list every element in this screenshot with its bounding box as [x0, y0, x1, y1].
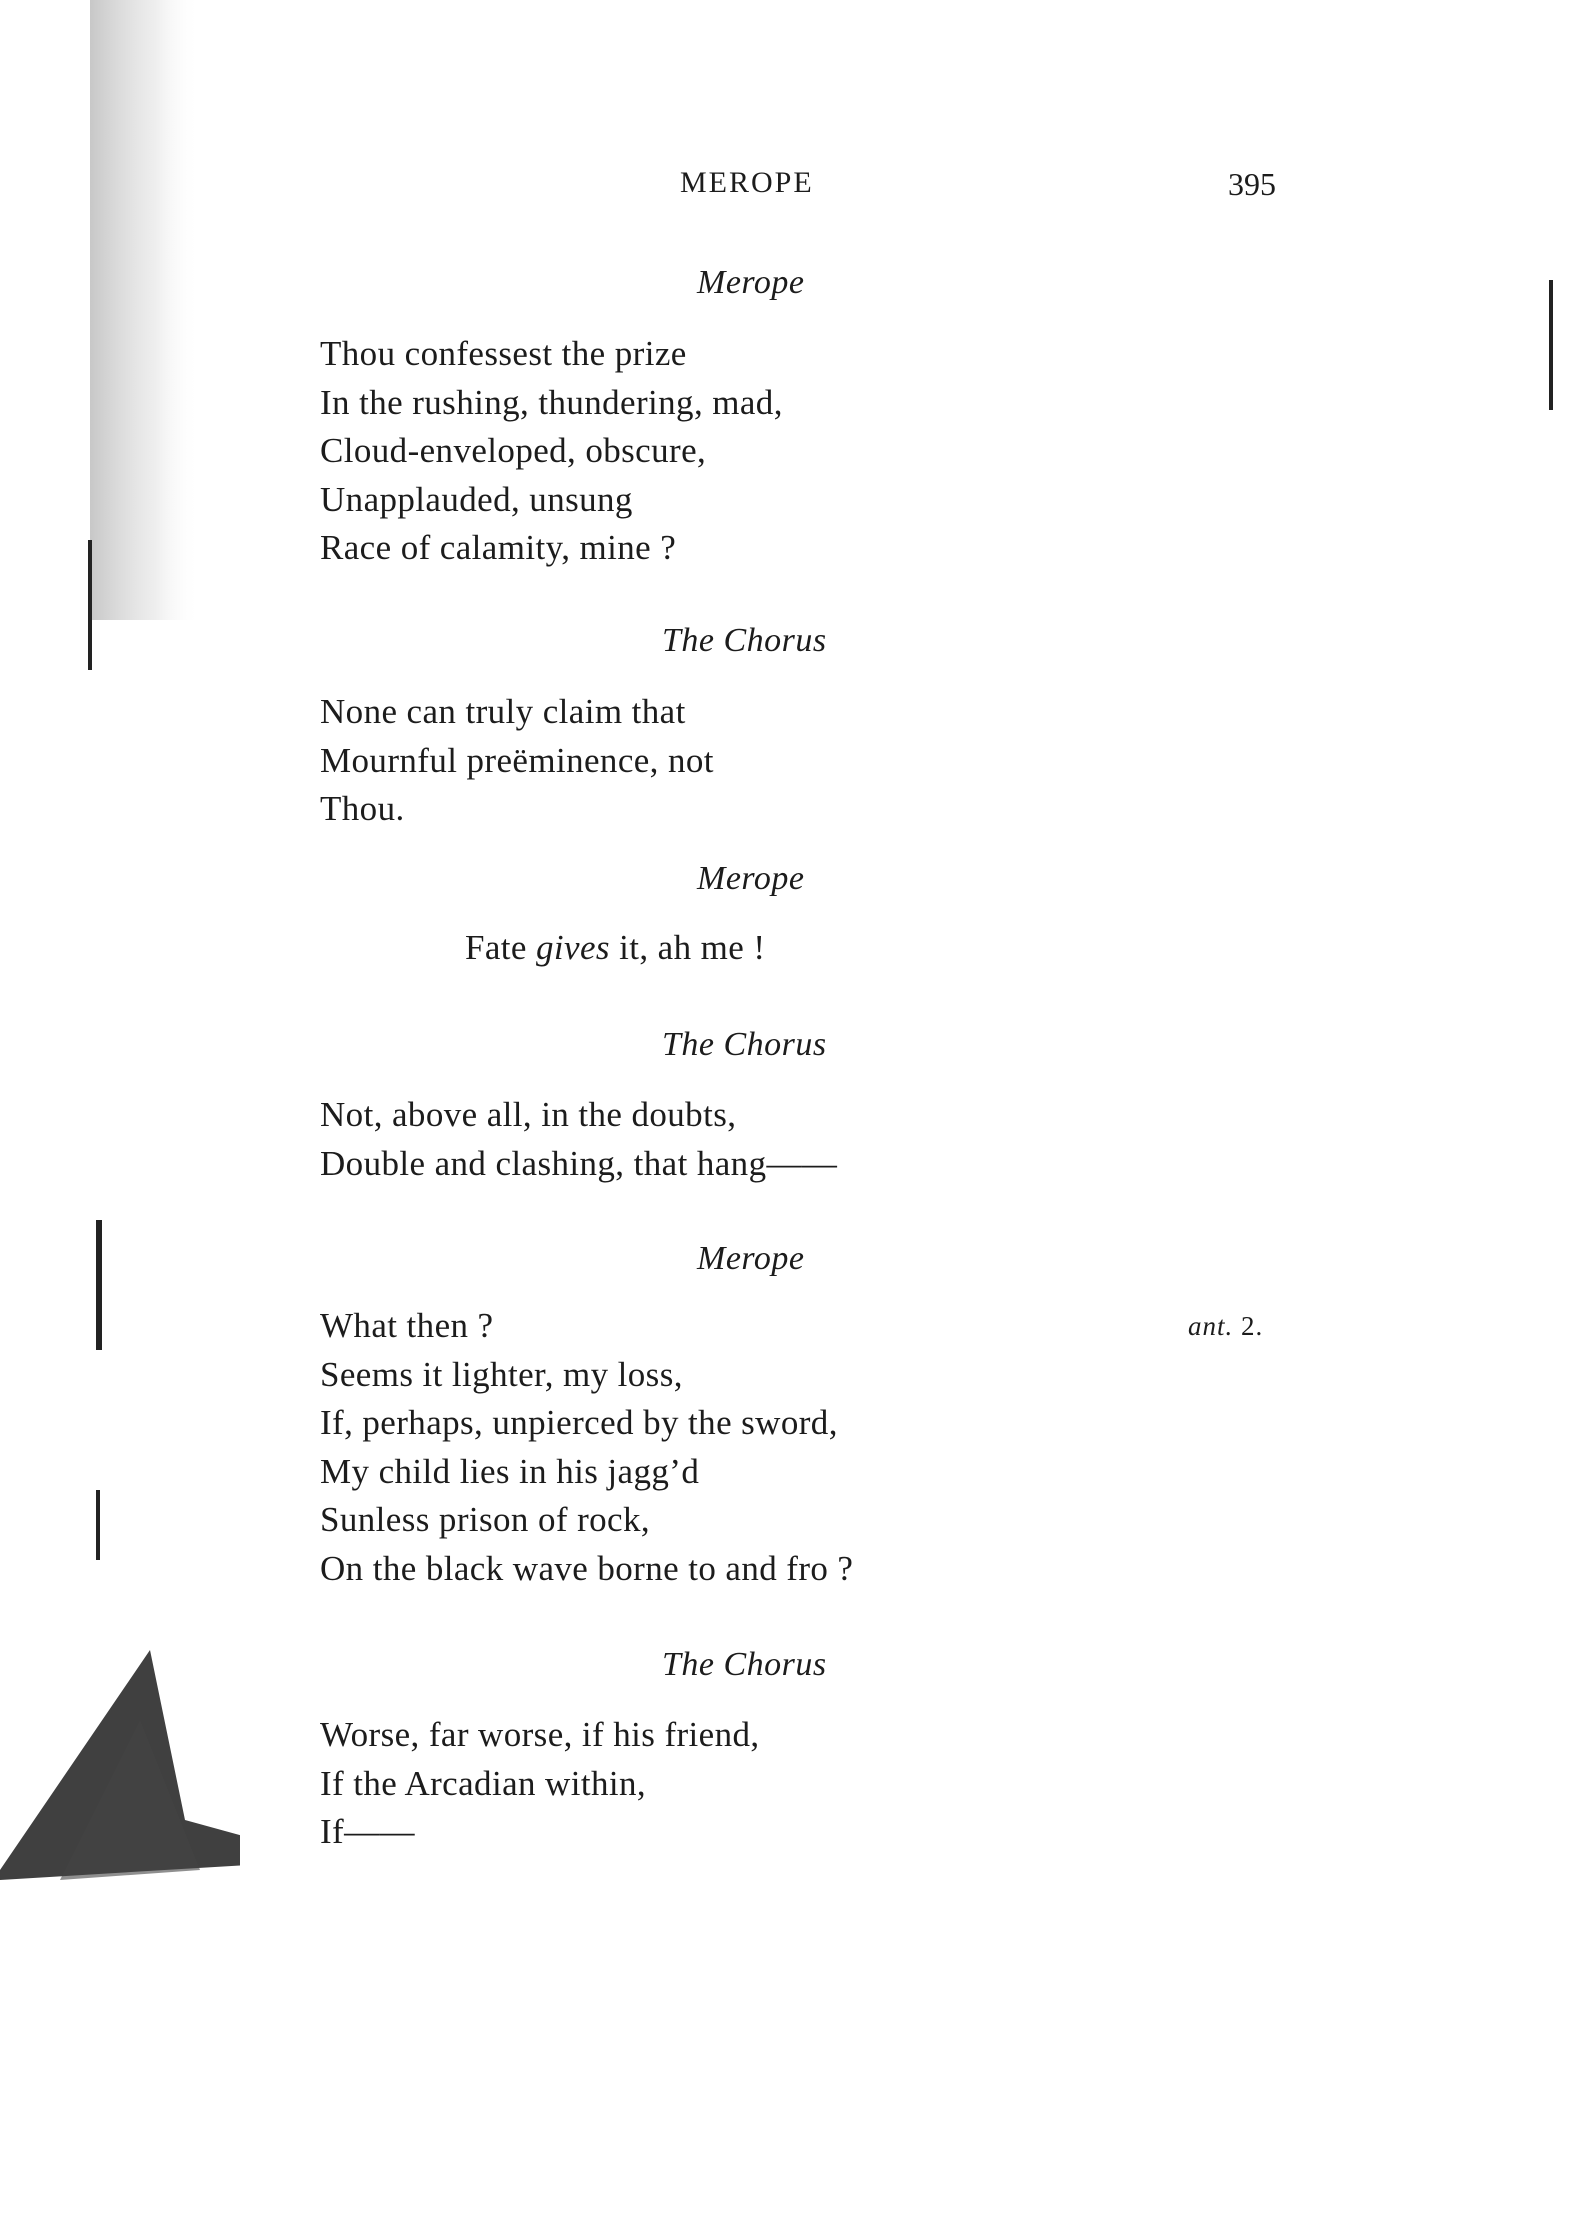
verse-line: Mournful preëminence, not [320, 740, 714, 780]
verse-line: Not, above all, in the doubts, [320, 1095, 737, 1134]
speaker-label: The Chorus [662, 1646, 827, 1683]
verse-line: On the black wave borne to and fro ? [320, 1548, 854, 1588]
emphasized-word: gives [536, 928, 610, 967]
verse-line: None can truly claim that [320, 692, 686, 731]
scan-edge-mark [96, 1490, 100, 1560]
verse-block [320, 1711, 760, 1857]
verse-line: If the Arcadian within, [320, 1763, 647, 1803]
verse-block [465, 924, 765, 973]
margin-note-label: ant. [1188, 1311, 1234, 1341]
margin-note [1188, 1311, 1263, 1342]
verse-line: If, perhaps, unpierced by the sword, [320, 1403, 838, 1442]
scan-edge-mark [96, 1220, 102, 1350]
verse-line: My child lies in his jagg’d [320, 1451, 700, 1491]
verse-block [320, 330, 783, 573]
verse-line: Sunless prison of rock, [320, 1500, 651, 1539]
speaker-label: The Chorus [662, 622, 827, 659]
scan-edge-mark [1549, 280, 1553, 410]
margin-note-number: 2. [1241, 1311, 1264, 1341]
running-title: MEROPE [680, 166, 814, 199]
verse-text: it, ah me ! [609, 928, 766, 967]
verse-line: Race of calamity, mine ? [320, 528, 677, 567]
verse-line [465, 924, 765, 973]
verse-line: What then ? [320, 1306, 494, 1345]
verse-line: If—— [320, 1812, 415, 1851]
verse-line: In the rushing, thundering, mad, [320, 382, 783, 422]
verse-line: Double and clashing, that hang—— [320, 1143, 838, 1183]
verse-block [320, 688, 714, 834]
verse-line: Unapplauded, unsung [320, 479, 633, 519]
verse-block [320, 1091, 837, 1188]
page-number: 395 [1228, 166, 1276, 202]
speaker-label: Merope [697, 1240, 805, 1277]
speaker-label: The Chorus [662, 1026, 827, 1063]
verse-block [320, 1302, 853, 1593]
verse-line: Thou. [320, 789, 405, 828]
verse-line: Worse, far worse, if his friend, [320, 1715, 760, 1754]
verse-text: Fate [465, 928, 537, 967]
verse-line: Cloud-enveloped, obscure, [320, 431, 707, 470]
scan-gutter-shadow [0, 0, 240, 1900]
scan-edge-mark [88, 540, 92, 670]
verse-line: Thou confessest the prize [320, 334, 687, 373]
speaker-label: Merope [697, 264, 805, 301]
verse-line: Seems it lighter, my loss, [320, 1354, 683, 1394]
speaker-label: Merope [697, 860, 805, 897]
